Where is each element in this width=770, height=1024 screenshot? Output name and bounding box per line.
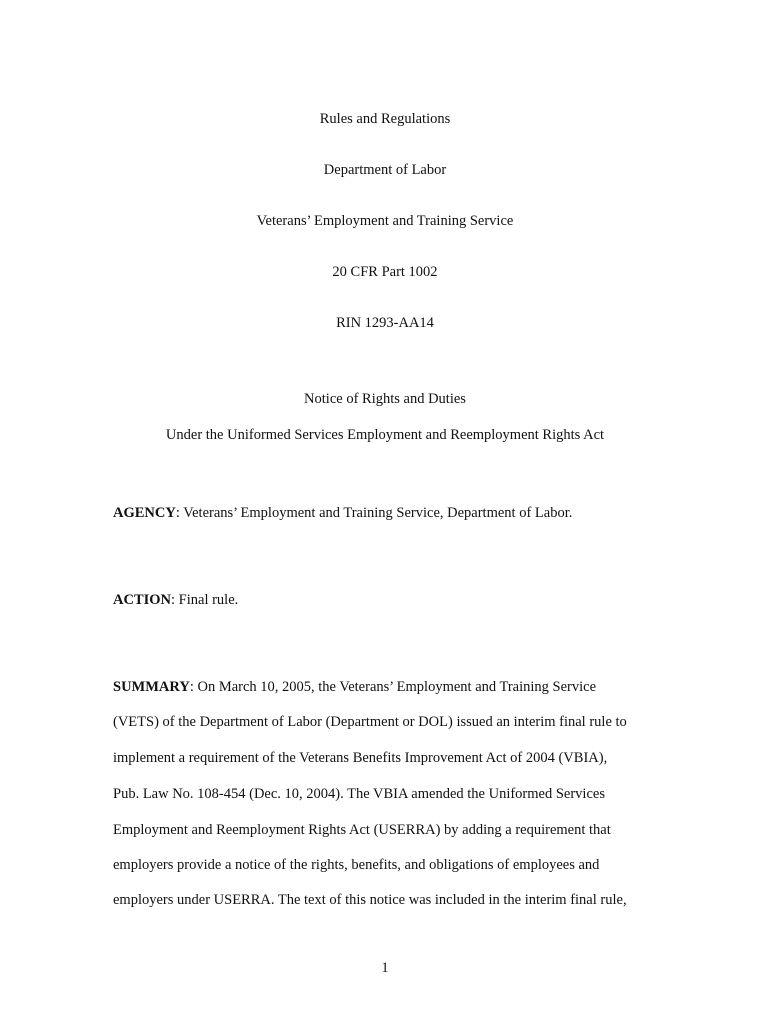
header-department: Department of Labor [323, 162, 447, 178]
page-number: 1 [381, 960, 389, 976]
agency-label: AGENCY [113, 505, 176, 521]
header-rules-and-regulations: Rules and Regulations [319, 111, 451, 127]
document-title: Notice of Rights and Duties [304, 391, 466, 407]
header-service: Veterans’ Employment and Training Service [256, 213, 514, 229]
agency-text: : Veterans’ Employment and Training Service, Department of Labor. [175, 505, 573, 521]
summary-line: Pub. Law No. 108-454 (Dec. 10, 2004). The VBIA amended the Uniformed Services [113, 786, 605, 802]
summary-line: (VETS) of the Department of Labor (Department or DOL) issued an interim final rule to [113, 714, 627, 730]
action-paragraph [113, 591, 238, 609]
action-text: : Final rule. [171, 592, 239, 608]
summary-first-text: : On March 10, 2005, the Veterans’ Employment and Training Service [189, 679, 597, 695]
summary-line: implement a requirement of the Veterans Benefits Improvement Act of 2004 (VBIA), [113, 750, 608, 766]
summary-line: Employment and Reemployment Rights Act (USERRA) by adding a requirement that [113, 822, 611, 838]
agency-paragraph [113, 504, 572, 522]
header-cfr-part: 20 CFR Part 1002 [332, 264, 438, 280]
summary-line: employers under USERRA. The text of this notice was included in the interim final rule, [113, 892, 627, 908]
summary-first-line [113, 678, 596, 696]
document-subtitle: Under the Uniformed Services Employment and Reemployment Rights Act [165, 427, 605, 443]
summary-line: employers provide a notice of the rights, benefits, and obligations of employees and [113, 857, 600, 873]
summary-label: SUMMARY [113, 679, 190, 695]
action-label: ACTION [113, 592, 172, 608]
header-rin: RIN 1293-AA14 [336, 315, 434, 331]
